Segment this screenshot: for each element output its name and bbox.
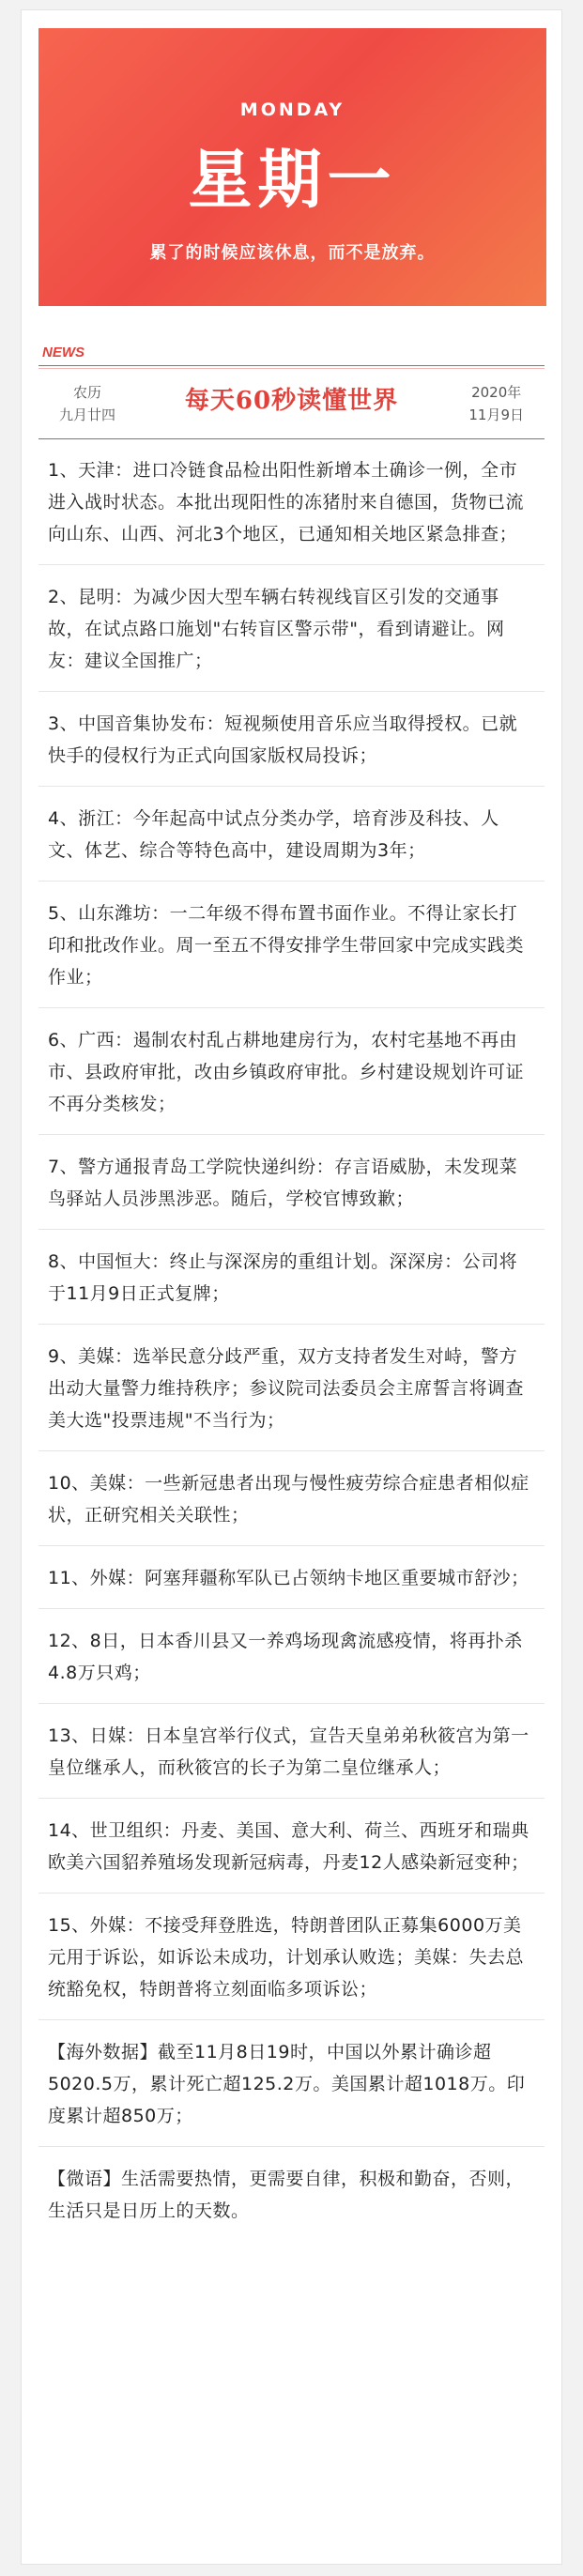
- news-tag: NEWS: [42, 345, 84, 360]
- news-item: 6、广西：遏制农村乱占耕地建房行为，农村宅基地不再由市、县政府审批，改由乡镇政府审批。乡村建设规划许可证不再分类核发；: [38, 1008, 545, 1135]
- news-item: 14、世卫组织：丹麦、美国、意大利、荷兰、西班牙和瑞典欧美六国貂养殖场发现新冠病毒，丹麦12人感染新冠变种；: [38, 1799, 545, 1894]
- gregorian-date: [468, 381, 524, 426]
- news-item: 2、昆明：为减少因大型车辆右转视线盲区引发的交通事故，在试点路口施划"右转盲区警示带"，看到请避让。网友：建议全国推广；: [38, 565, 545, 692]
- news-item: 12、8日，日本香川县又一养鸡场现禽流感疫情，将再扑杀4.8万只鸡；: [38, 1609, 545, 1704]
- news-item: 3、中国音集协发布：短视频使用音乐应当取得授权。已就快手的侵权行为正式向国家版权局投诉；: [38, 692, 545, 787]
- news-item: 8、中国恒大：终止与深深房的重组计划。深深房：公司将于11月9日正式复牌；: [38, 1230, 545, 1325]
- overseas-data: 【海外数据】截至11月8日19时，中国以外累计确诊超5020.5万，累计死亡超125.2万。美国累计超1018万。印度累计超850万；: [38, 2020, 545, 2147]
- news-item: 13、日媒：日本皇宫举行仪式，宣告天皇弟弟秋筱宫为第一皇位继承人，而秋筱宫的长子为第二皇位继承人；: [38, 1704, 545, 1799]
- masthead-title: 每天60秒读懂世界: [184, 387, 399, 415]
- weekday-chinese: 星期一: [188, 143, 397, 218]
- news-card: [21, 9, 562, 2565]
- news-item: 10、美媒：一些新冠患者出现与慢性疲劳综合症患者相似症状，正研究相关关联性；: [38, 1451, 545, 1546]
- quote-of-day: 【微语】生活需要热情，更需要自律，积极和勤奋，否则，生活只是日历上的天数。: [48, 2169, 525, 2221]
- weekday-banner: [38, 28, 546, 306]
- news-item: 7、警方通报青岛工学院快递纠纷：存言语威胁，未发现菜鸟驿站人员涉黑涉恶。随后，学校官博致歉；: [38, 1135, 545, 1230]
- news-item: 5、山东潍坊：一二年级不得布置书面作业。不得让家长打印和批改作业。周一至五不得安排学生带回家中完成实践类作业；: [38, 882, 545, 1008]
- news-item: 4、浙江：今年起高中试点分类办学，培育涉及科技、人文、体艺、综合等特色高中，建设周期为3年；: [38, 787, 545, 882]
- date-month-day: 11月9日: [468, 406, 524, 423]
- news-list: [38, 438, 545, 2241]
- news-item: 1、天津：进口冷链食品检出阳性新增本土确诊一例，全市进入战时状态。本批出现阳性的冻猪肘来自德国，货物已流向山东、山西、河北3个地区，已通知相关地区紧急排查；: [38, 438, 545, 565]
- lunar-label: 农历: [73, 384, 102, 401]
- news-item: 9、美媒：选举民意分歧严重，双方支持者发生对峙，警方出动大量警力维持秩序；参议院司法委员会主席誓言将调查美大选"投票违规"不当行为；: [38, 1325, 545, 1451]
- divider-top: [38, 365, 545, 366]
- divider-top-thin: [38, 368, 545, 369]
- news-item: 11、外媒：阿塞拜疆称军队已占领纳卡地区重要城市舒沙；: [38, 1546, 545, 1609]
- weekday-english: MONDAY: [239, 100, 345, 120]
- date-year: 2020年: [471, 384, 522, 401]
- news-item: 15、外媒：不接受拜登胜选，特朗普团队正募集6000万美元用于诉讼，如诉讼未成功，计划承认败选；美媒：失去总统豁免权，特朗普将立刻面临多项诉讼；: [38, 1894, 545, 2020]
- banner-slogan: 累了的时候应该休息，而不是放弃。: [149, 243, 436, 263]
- lunar-day: 九月廿四: [59, 406, 116, 423]
